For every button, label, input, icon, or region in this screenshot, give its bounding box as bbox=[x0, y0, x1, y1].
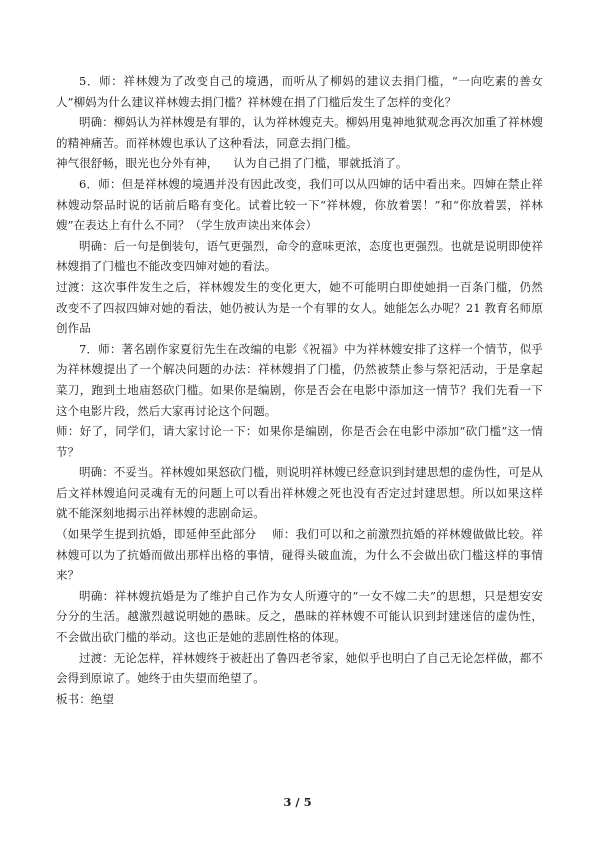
paragraph-transition-final: 过渡：无论怎样，祥林嫂终于被赶出了鲁四老爷家，她似乎也明白了自己无论怎样做，都不会得到原谅了。她终于由失望而绝望了。 bbox=[56, 650, 543, 686]
paragraph-transition-6: 过渡：这次事件发生之后，祥林嫂发生的变化更大，她不可能明白即使她捐一百条门槛，仍然改变不了四叔四婶对她的看法，她仍被认为是一个有罪的女人。她能怎么办呢？21 教育名师原创作品 bbox=[56, 279, 543, 336]
paragraph-blackboard: 板书：绝望 bbox=[56, 691, 114, 706]
page-number: 3 / 5 bbox=[283, 795, 312, 809]
paragraph-q5: 5．师：祥林嫂为了改变自己的境遇，而听从了柳妈的建议去捐门槛，“一向吃素的善女人”柳妈为什么建议祥林嫂去捐门槛？祥林嫂在捐了门槛后发生了怎样的变化？ bbox=[56, 74, 543, 109]
paragraph-q6: 6．师：但是祥林嫂的境遇并没有因此改变，我们可以从四婶的话中看出来。四婶在禁止祥林嫂动祭品时说的话前后略有变化。试着比较一下“祥林嫂，你放着罢！”和“你放着罢，祥林嫂”在表达上有什么不同？（学生放声读出来体会） bbox=[56, 176, 543, 233]
paragraph-answer-extension: 明确：祥林嫂抗婚是为了维护自己作为女人所遵守的“一女不嫁二夫”的思想，只是想安安分分的生活。越激烈越说明她的愚昧。反之，愚昧的祥林嫂不可能认识到封建迷信的虚伪性，不会做出砍门槛的举动。这也正是她的悲剧性格的体现。 bbox=[56, 588, 543, 645]
paragraph-extension-7: （如果学生提到抗婚，即延伸至此部分 师：我们可以和之前激烈抗婚的祥林嫂做做比较。祥林嫂可以为了抗婚而做出那样出格的事情，碰得头破血流，为什么不会做出砍门槛这样的事情来？ bbox=[56, 527, 543, 583]
paragraph-answer-7: 明确：不妥当。祥林嫂如果怒砍门槛，则说明祥林嫂已经意识到封建思想的虚伪性，可是从后文祥林嫂追问灵魂有无的问题上可以看出祥林嫂之死也没有否定过封建思想。所以如果这样就不能深刻地揭示出祥林嫂的悲剧命运。 bbox=[56, 465, 543, 521]
paragraph-note-5: 神气很舒畅，眼光也分外有神， 认为自己捐了门槛，罪就抵消了。 bbox=[56, 156, 408, 171]
document-body bbox=[56, 71, 543, 709]
paragraph-q7: 7．师：著名剧作家夏衍先生在改编的电影《祝福》中为祥林嫂安排了这样一个情节，似乎为祥林嫂提出了一个解决问题的办法：祥林嫂捐了门槛，仍然被禁止参与祭祀活动，于是拿起菜刀，跑到土地庙怒砍门槛。如果你是编剧，你是否会在电影中添加这一情节？我们先看一下这个电影片段，然后大家再讨论这个问题。 bbox=[56, 341, 543, 418]
paragraph-answer-6: 明确：后一句是倒装句，语气更强烈，命令的意味更浓，态度也更强烈。也就是说明即使祥林嫂捐了门槛也不能改变四婶对她的看法。 bbox=[56, 238, 543, 274]
paragraph-discussion-7: 师：好了，同学们，请大家讨论一下：如果你是编剧，你是否会在电影中添加“砍门槛”这一情节？ bbox=[56, 424, 543, 459]
paragraph-answer-5: 明确：柳妈认为祥林嫂是有罪的，认为祥林嫂克夫。柳妈用鬼神地狱观念再次加重了祥林嫂的精神痛苦。而祥林嫂也承认了这种看法，同意去捐门槛。 bbox=[56, 115, 543, 150]
